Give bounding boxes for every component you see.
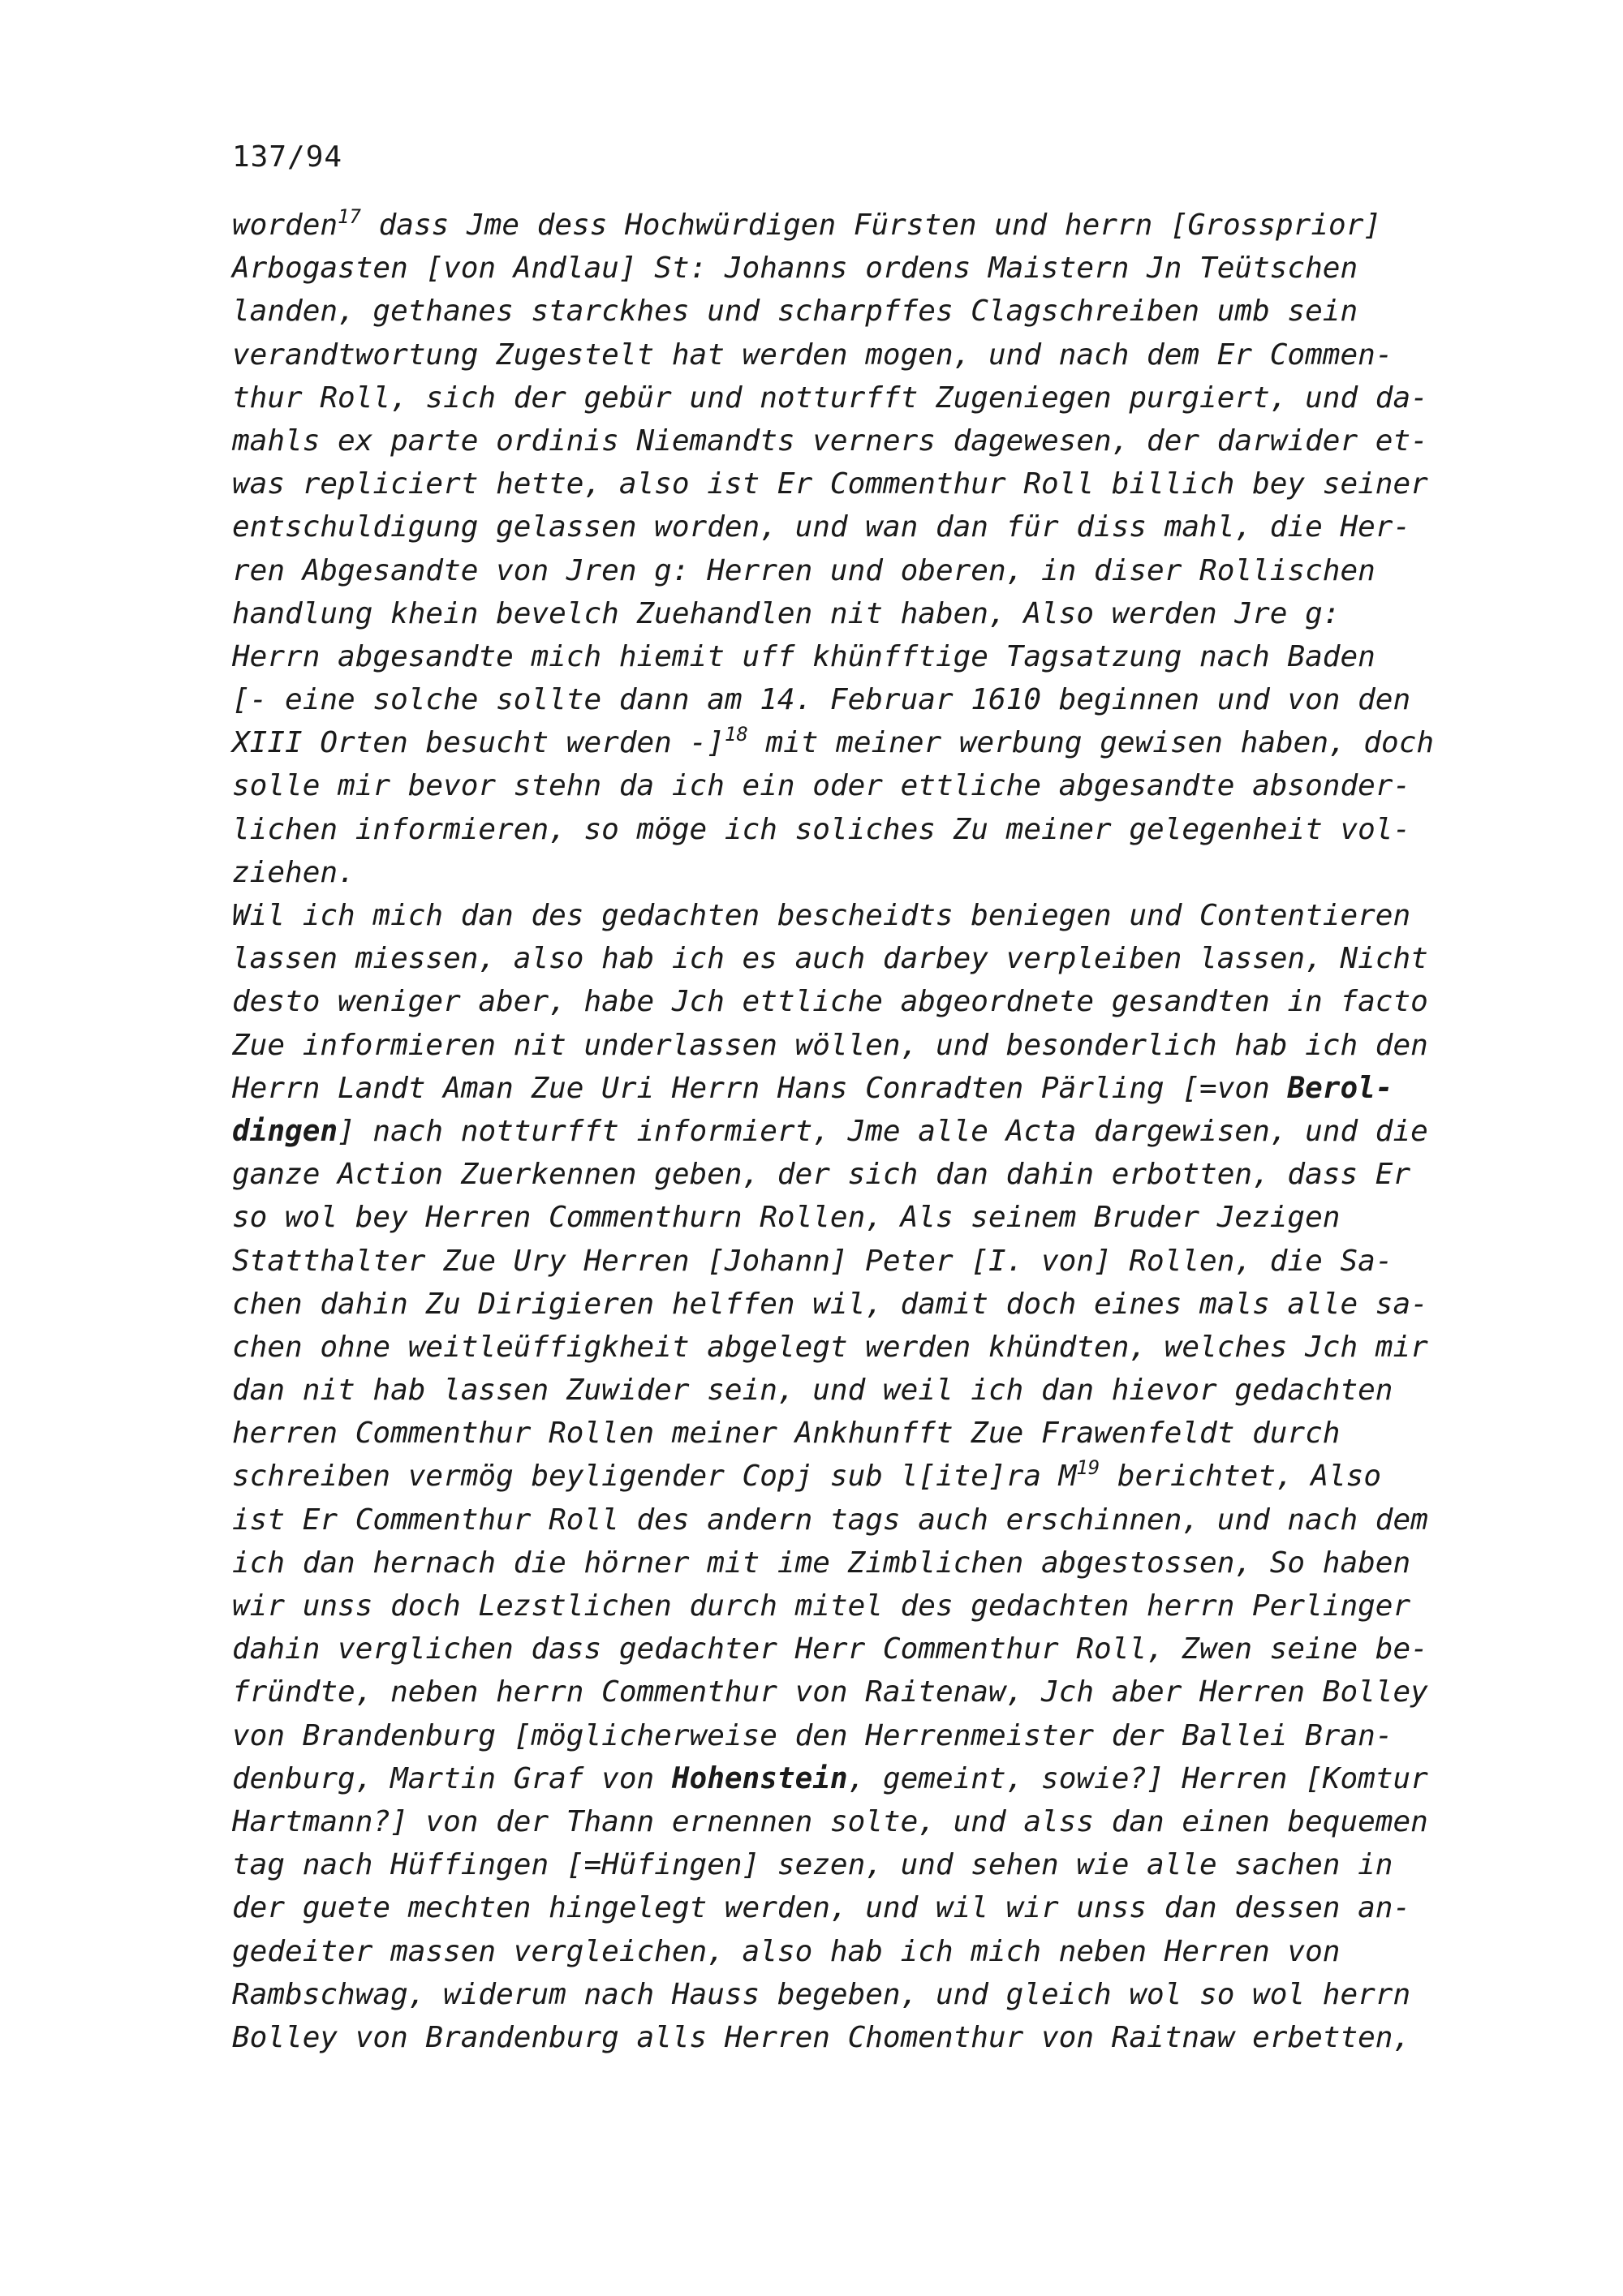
text-line (232, 1369, 1498, 1412)
text-line (232, 1541, 1498, 1584)
text-segment: chen ohne weitleüffigkheit abgelegt werden khündten, welches Jch mir (232, 1330, 1428, 1364)
text-line (232, 1153, 1498, 1196)
text-line (232, 1584, 1498, 1627)
text-segment: Herrn Landt Aman Zue Uri Herrn Hans Conradten Pärling [=von (232, 1071, 1288, 1105)
text-segment: lichen informieren, so möge ich soliches Zu meiner gelegenheit vol- (232, 812, 1411, 846)
text-segment: von Brandenburg [möglicherweise den Herrenmeister der Ballei Bran- (232, 1718, 1393, 1752)
text-segment: gedeiter massen vergleichen, also hab ich mich neben Herren von (232, 1934, 1341, 1968)
text-segment: Arbogasten [von Andlau] St: Johanns ordens Maistern Jn Teütschen (232, 252, 1358, 286)
text-segment: Bolley von Brandenburg alls Herren Chomenthur von Raitnaw erbetten, (232, 2020, 1411, 2054)
footnote-ref: 19 (1076, 1456, 1100, 1480)
text-segment: verandtwortung Zugestelt hat werden mogen, und nach dem Er Commen- (232, 338, 1393, 372)
text-segment: ich dan hernach die hörner mit ime Zimblichen abgestossen, So haben (232, 1546, 1411, 1580)
text-line (232, 980, 1498, 1023)
text-line (232, 1930, 1498, 1973)
text-segment: [- eine solche sollte dann am 14. Februar 1610 beginnen und von den (232, 683, 1411, 717)
text-segment: mit meiner werbung gewisen haben, doch (747, 726, 1435, 760)
text-segment: desto weniger aber, habe Jch ettliche abgeordnete gesandten in facto (232, 985, 1428, 1019)
text-line (232, 678, 1498, 721)
text-line (232, 1283, 1498, 1326)
text-segment: dass Jme dess Hochwürdigen Fürsten und herrn [Grossprior] (360, 209, 1382, 242)
text-segment: worden (232, 209, 338, 242)
text-line (232, 1670, 1498, 1713)
text-line (232, 1714, 1498, 1757)
text-segment: schreiben vermög beyligender Copj sub l[ite]ra M (232, 1460, 1077, 1494)
text-segment: ] nach notturfft informiert, Jme alle Acta dargewisen, und die (338, 1114, 1428, 1148)
text-line (232, 1886, 1498, 1929)
text-line (232, 937, 1498, 980)
text-line (232, 204, 1498, 247)
text-segment: so wol bey Herren Commenthurn Rollen, Als seinem Bruder Jezigen (232, 1201, 1341, 1235)
text-line (232, 851, 1498, 894)
text-line (232, 2016, 1498, 2059)
text-segment: ganze Action Zuerkennen geben, der sich dan dahin erbotten, dass Er (232, 1158, 1411, 1192)
bold-name: dingen (232, 1114, 338, 1148)
text-line (232, 808, 1498, 851)
text-segment: lassen miessen, also hab ich es auch darbey verpleiben lassen, Nicht (232, 942, 1428, 976)
text-segment: dan nit hab lassen Zuwider sein, und weil ich dan hievor gedachten (232, 1374, 1393, 1408)
text-segment: was repliciert hette, also ist Er Commenthur Roll billich bey seiner (232, 467, 1428, 501)
text-segment: denburg, Martin Graf von (232, 1761, 672, 1795)
text-line (232, 247, 1498, 290)
text-line (232, 1455, 1498, 1498)
text-line (232, 1326, 1498, 1369)
page-number: 137/94 (232, 140, 343, 174)
text-segment: XIII Orten besucht werden -] (232, 726, 725, 760)
text-line (232, 592, 1498, 635)
text-line (232, 505, 1498, 548)
text-line (232, 290, 1498, 333)
text-segment: Rambschwag, widerum nach Hauss begeben, und gleich wol so wol herrn (232, 1977, 1411, 2011)
footnote-ref: 17 (338, 205, 361, 228)
text-segment: dahin verglichen dass gedachter Herr Commenthur Roll, Zwen seine be- (232, 1632, 1428, 1666)
text-line (232, 1240, 1498, 1283)
text-line (232, 1024, 1498, 1067)
text-segment: tag nach Hüffingen [=Hüfingen] sezen, und sehen wie alle sachen in (232, 1848, 1393, 1882)
text-segment: mahls ex parte ordinis Niemandts verners dagewesen, der darwider et- (232, 424, 1428, 458)
text-line (232, 1412, 1498, 1455)
bold-name: Berol- (1287, 1071, 1393, 1105)
text-line (232, 419, 1498, 462)
text-line (232, 376, 1498, 419)
text-line (232, 764, 1498, 807)
text-segment: landen, gethanes starckhes und scharpffes Clagschreiben umb sein (232, 295, 1358, 329)
text-line (232, 1067, 1498, 1110)
text-segment: Zue informieren nit underlassen wöllen, und besonderlich hab ich den (232, 1028, 1428, 1062)
text-segment: Herrn abgesandte mich hiemit uff khünfftige Tagsatzung nach Baden (232, 639, 1375, 673)
text-segment: fründte, neben herrn Commenthur von Raitenaw, Jch aber Herren Bolley (232, 1675, 1428, 1709)
text-segment: thur Roll, sich der gebür und notturfft Zugeniegen purgiert, und da- (232, 381, 1428, 415)
text-line (232, 1800, 1498, 1843)
text-line (232, 1973, 1498, 2016)
text-segment: ist Er Commenthur Roll des andern tags auch erschinnen, und nach dem (232, 1503, 1428, 1537)
text-line (232, 894, 1498, 937)
footnote-ref: 18 (724, 723, 748, 746)
text-line (232, 462, 1498, 505)
text-segment: handlung khein bevelch Zuehandlen nit haben, Also werden Jre g: (232, 596, 1341, 630)
text-line (232, 1110, 1498, 1153)
text-segment: chen dahin Zu Dirigieren helffen wil, damit doch eines mals alle sa- (232, 1287, 1428, 1321)
text-segment: solle mir bevor stehn da ich ein oder ettliche abgesandte absonder- (232, 769, 1411, 803)
text-line (232, 635, 1498, 678)
text-line (232, 1196, 1498, 1239)
text-segment: Statthalter Zue Ury Herren [Johann] Peter [I. von] Rollen, die Sa- (232, 1244, 1393, 1278)
text-line (232, 1498, 1498, 1541)
text-segment: der guete mechten hingelegt werden, und wil wir unss dan dessen an- (232, 1891, 1411, 1925)
text-line (232, 1627, 1498, 1670)
text-segment: ziehen. (232, 855, 355, 889)
text-line (232, 333, 1498, 376)
text-segment: Wil ich mich dan des gedachten bescheidts beniegen und Contentieren (232, 899, 1411, 932)
text-segment: ren Abgesandte von Jren g: Herren und oberen, in diser Rollischen (232, 553, 1375, 587)
text-segment: , gemeint, sowie?] Herren [Komtur (847, 1761, 1428, 1795)
text-segment: Hartmann?] von der Thann ernennen solte, und alss dan einen bequemen (232, 1804, 1428, 1838)
text-line (232, 721, 1498, 764)
bold-name: Hohenstein (671, 1761, 848, 1795)
text-segment: berichtet, Also (1100, 1460, 1382, 1494)
text-line (232, 1843, 1498, 1886)
text-segment: herren Commenthur Rollen meiner Ankhunfft Zue Frawenfeldt durch (232, 1417, 1341, 1451)
text-segment: entschuldigung gelassen worden, und wan dan für diss mahl, die Her- (232, 510, 1411, 544)
document-body-text (232, 204, 1498, 2059)
text-line (232, 549, 1498, 592)
text-line (232, 1757, 1498, 1800)
text-segment: wir unss doch Lezstlichen durch mitel des gedachten herrn Perlinger (232, 1589, 1411, 1623)
